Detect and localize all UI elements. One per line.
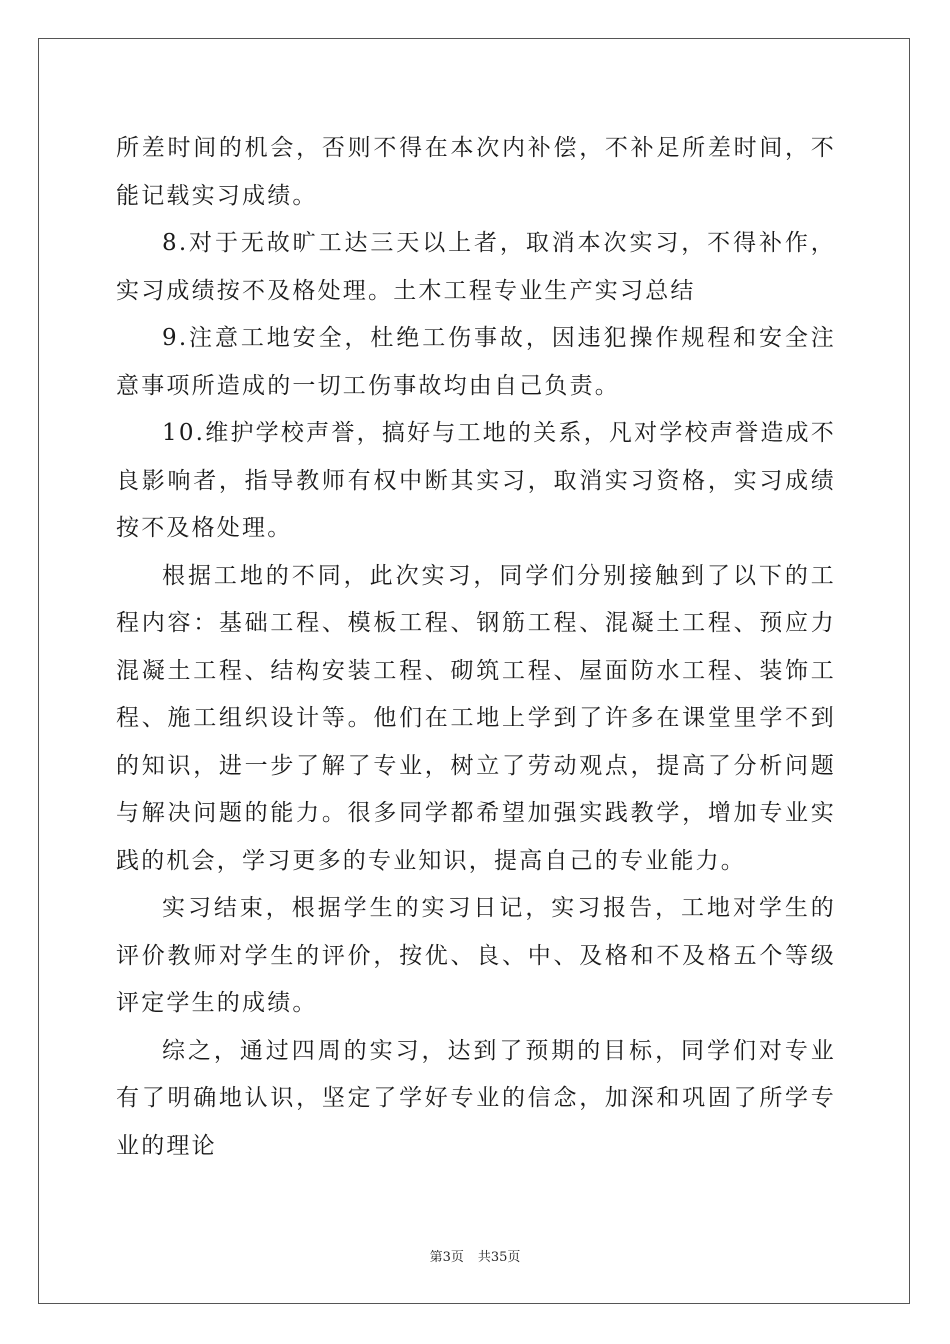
paragraph: 实习结束，根据学生的实习日记，实习报告，工地对学生的评价教师对学生的评价，按优、良、中、及格和不及格五个等级评定学生的成绩。 — [116, 895, 836, 1016]
paragraph: 10.维护学校声誉，搞好与工地的关系，凡对学校声誉造成不良影响者，指导教师有权中断其实习，取消实习资格，实习成绩按不及格处理。 — [116, 420, 836, 541]
paragraph: 8.对于无故旷工达三天以上者，取消本次实习，不得补作，实习成绩按不及格处理。土木工程专业生产实习总结 — [116, 230, 836, 304]
page-number: 第3页 — [429, 1250, 464, 1265]
paragraph: 综之，通过四周的实习，达到了预期的目标，同学们对专业有了明确地认识，坚定了学好专业的信念，加深和巩固了所学专业的理论 — [116, 1037, 836, 1159]
page-footer — [0, 1246, 950, 1265]
page-total: 共35页 — [477, 1250, 521, 1265]
document-body — [116, 125, 836, 1170]
paragraph: 9.注意工地安全，杜绝工伤事故，因违犯操作规程和安全注意事项所造成的一切工伤事故均由自己负责。 — [116, 325, 836, 399]
paragraph: 根据工地的不同，此次实习，同学们分别接触到了以下的工程内容：基础工程、模板工程、钢筋工程、混凝土工程、预应力混凝土工程、结构安装工程、砌筑工程、屋面防水工程、装饰工程、施工组织设计等。他们在工地上学到了许多在课堂里学不到的知识，进一步了解了专业，树立了劳动观点，提高了分析问题与解决问题的能力。很多同学都希望加强实践教学，增加专业实践的机会，学习更多的专业知识，提高自己的专业能力。 — [116, 562, 836, 874]
paragraph: 所差时间的机会，否则不得在本次内补偿，不补足所差时间，不能记载实习成绩。 — [116, 135, 836, 209]
